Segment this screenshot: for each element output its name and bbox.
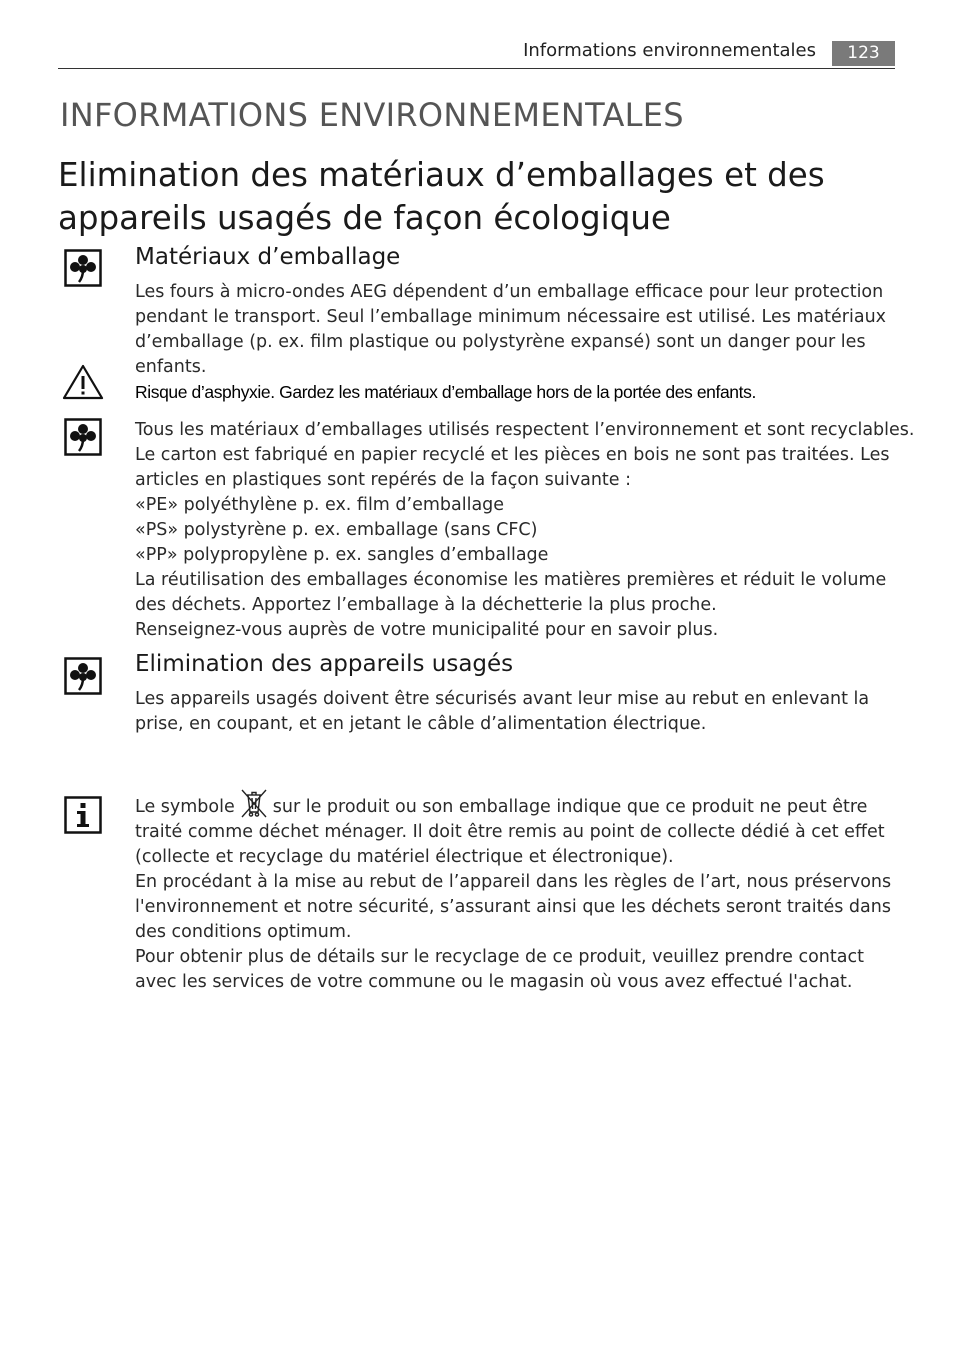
text-line: Les fours à micro-ondes AEG dépendent d’un emballage efficace pour leur protection bbox=[135, 282, 884, 302]
text-line: Pour obtenir plus de détails sur le recyclage de ce produit, veuillez prendre contact bbox=[135, 947, 864, 967]
clover-leaf-icon bbox=[64, 657, 102, 695]
text-line: pendant le transport. Seul l’emballage minimum nécessaire est utilisé. Les matériaux bbox=[135, 307, 887, 327]
warning-text: Risque d’asphyxie. Gardez les matériaux d’emballage hors de la portée des enfants. bbox=[135, 382, 756, 402]
text-line: Renseignez-vous auprès de votre municipalité pour en savoir plus. bbox=[135, 620, 719, 640]
main-heading bbox=[58, 154, 894, 240]
text-line: prise, en coupant, et en jetant le câble d’alimentation électrique. bbox=[135, 714, 707, 734]
crossed-out-bin-icon bbox=[238, 788, 270, 818]
text-line: des déchets. Apportez l’emballage à la déchetterie la plus proche. bbox=[135, 595, 717, 615]
text-line: des conditions optimum. bbox=[135, 922, 352, 942]
info-paragraph bbox=[135, 788, 895, 995]
text-line: traité comme déchet ménager. Il doit être remis au point de collecte dédié à cet effet bbox=[135, 822, 885, 842]
appliances-heading: Elimination des appareils usagés bbox=[135, 651, 514, 677]
main-heading-line: Elimination des matériaux d’emballages et des bbox=[58, 156, 825, 194]
section-title: INFORMATIONS ENVIRONNEMENTALES bbox=[60, 96, 684, 134]
clover-leaf-icon bbox=[64, 249, 102, 287]
text-line: Le carton est fabriqué en papier recyclé et les pièces en bois ne sont pas traitées. Les bbox=[135, 445, 890, 465]
clover-leaf-icon bbox=[64, 418, 102, 456]
info-icon bbox=[64, 796, 102, 834]
warning-triangle-icon bbox=[61, 363, 105, 401]
text-line: «PP» polypropylène p. ex. sangles d’emballage bbox=[135, 545, 549, 565]
main-heading-line: appareils usagés de façon écologique bbox=[58, 199, 671, 237]
packaging-heading: Matériaux d’emballage bbox=[135, 244, 401, 270]
text-line: enfants. bbox=[135, 357, 207, 377]
text-line: Les appareils usagés doivent être sécurisés avant leur mise au rebut en enlevant la bbox=[135, 689, 870, 709]
text-line: (collecte et recyclage du matériel électrique et électronique). bbox=[135, 847, 674, 867]
header-divider bbox=[58, 68, 895, 69]
text-line: La réutilisation des emballages économise les matières premières et réduit le volume bbox=[135, 570, 887, 590]
text-line: Tous les matériaux d’emballages utilisés respectent l’environnement et sont recyclables. bbox=[135, 420, 915, 440]
text-line: En procédant à la mise au rebut de l’appareil dans les règles de l’art, nous préservons bbox=[135, 872, 892, 892]
page-number: 123 bbox=[832, 41, 895, 66]
text-line: «PS» polystyrène p. ex. emballage (sans CFC) bbox=[135, 520, 538, 540]
running-header: Informations environnementales bbox=[523, 40, 816, 61]
packaging-paragraph bbox=[135, 280, 895, 380]
text-line: avec les services de votre commune ou le magasin où vous avez effectué l'achat. bbox=[135, 972, 853, 992]
text-line: articles en plastiques sont repérés de la façon suivante : bbox=[135, 470, 632, 490]
text-line: l'environnement et notre sécurité, s’assurant ainsi que les déchets seront traités dans bbox=[135, 897, 891, 917]
info-text-before-symbol: Le symbole bbox=[135, 797, 235, 817]
text-line: «PE» polyéthylène p. ex. film d’emballage bbox=[135, 495, 505, 515]
text-line bbox=[135, 788, 895, 820]
appliances-paragraph bbox=[135, 687, 895, 737]
info-text-after-symbol: sur le produit ou son emballage indique que ce produit ne peut être bbox=[272, 797, 868, 817]
recycling-paragraph bbox=[135, 418, 915, 643]
text-line: d’emballage (p. ex. film plastique ou polystyrène expansé) sont un danger pour les bbox=[135, 332, 866, 352]
